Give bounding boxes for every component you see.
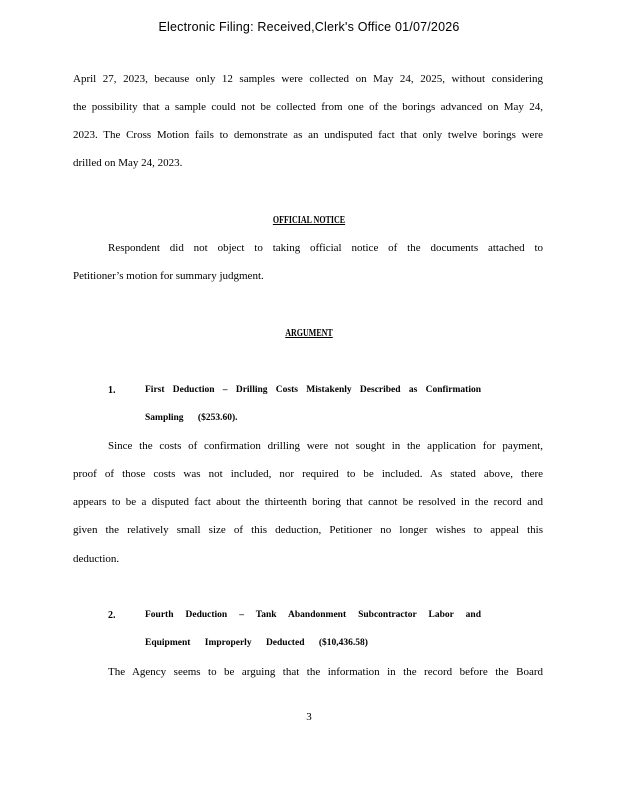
paragraph-line: Respondent did not object to taking official notice of the documents attached to xyxy=(108,242,543,254)
paragraph-line: Since the costs of confirmation drilling were not sought in the application for payment, xyxy=(108,440,543,452)
official-notice-heading xyxy=(62,215,556,226)
official-notice-heading-text: OFFICIAL NOTICE xyxy=(272,215,346,226)
electronic-filing-header: Electronic Filing: Received,Clerk's Office 01/07/2026 xyxy=(158,20,460,34)
section-title-line: Fourth Deduction – Tank Abandonment Subcontractor Labor and xyxy=(145,610,481,620)
paragraph-line: The Agency seems to be arguing that the information in the record before the Board xyxy=(108,666,543,678)
paragraph-line: proof of those costs was not included, nor required to be included. As stated above, there xyxy=(73,468,543,480)
section-number: 1. xyxy=(108,385,116,396)
paragraph-line: 2023. The Cross Motion fails to demonstrate as an undisputed fact that only twelve borings were xyxy=(73,129,543,141)
paragraph-line: Petitioner’s motion for summary judgment. xyxy=(73,270,264,282)
paragraph-line: given the relatively small size of this deduction, Petitioner no longer wishes to appeal this xyxy=(73,524,543,536)
section-number: 2. xyxy=(108,610,116,621)
paragraph-line: drilled on May 24, 2023. xyxy=(73,157,183,169)
page-number: 3 xyxy=(306,711,312,723)
section-title-line: Sampling ($253.60). xyxy=(145,413,238,423)
paragraph-line: appears to be a disputed fact about the thirteenth boring that cannot be resolved in the record and xyxy=(73,496,543,508)
paragraph-line: the possibility that a sample could not be collected from one of the borings advanced on May 24, xyxy=(73,101,543,113)
section-title-line: Equipment Improperly Deducted ($10,436.58) xyxy=(145,638,368,648)
argument-heading xyxy=(62,328,556,339)
paragraph-line: deduction. xyxy=(73,553,120,565)
paragraph-line: April 27, 2023, because only 12 samples were collected on May 24, 2025, without considering xyxy=(73,73,543,85)
argument-heading-text: ARGUMENT xyxy=(285,328,333,339)
section-title-line: First Deduction – Drilling Costs Mistakenly Described as Confirmation xyxy=(145,385,481,395)
